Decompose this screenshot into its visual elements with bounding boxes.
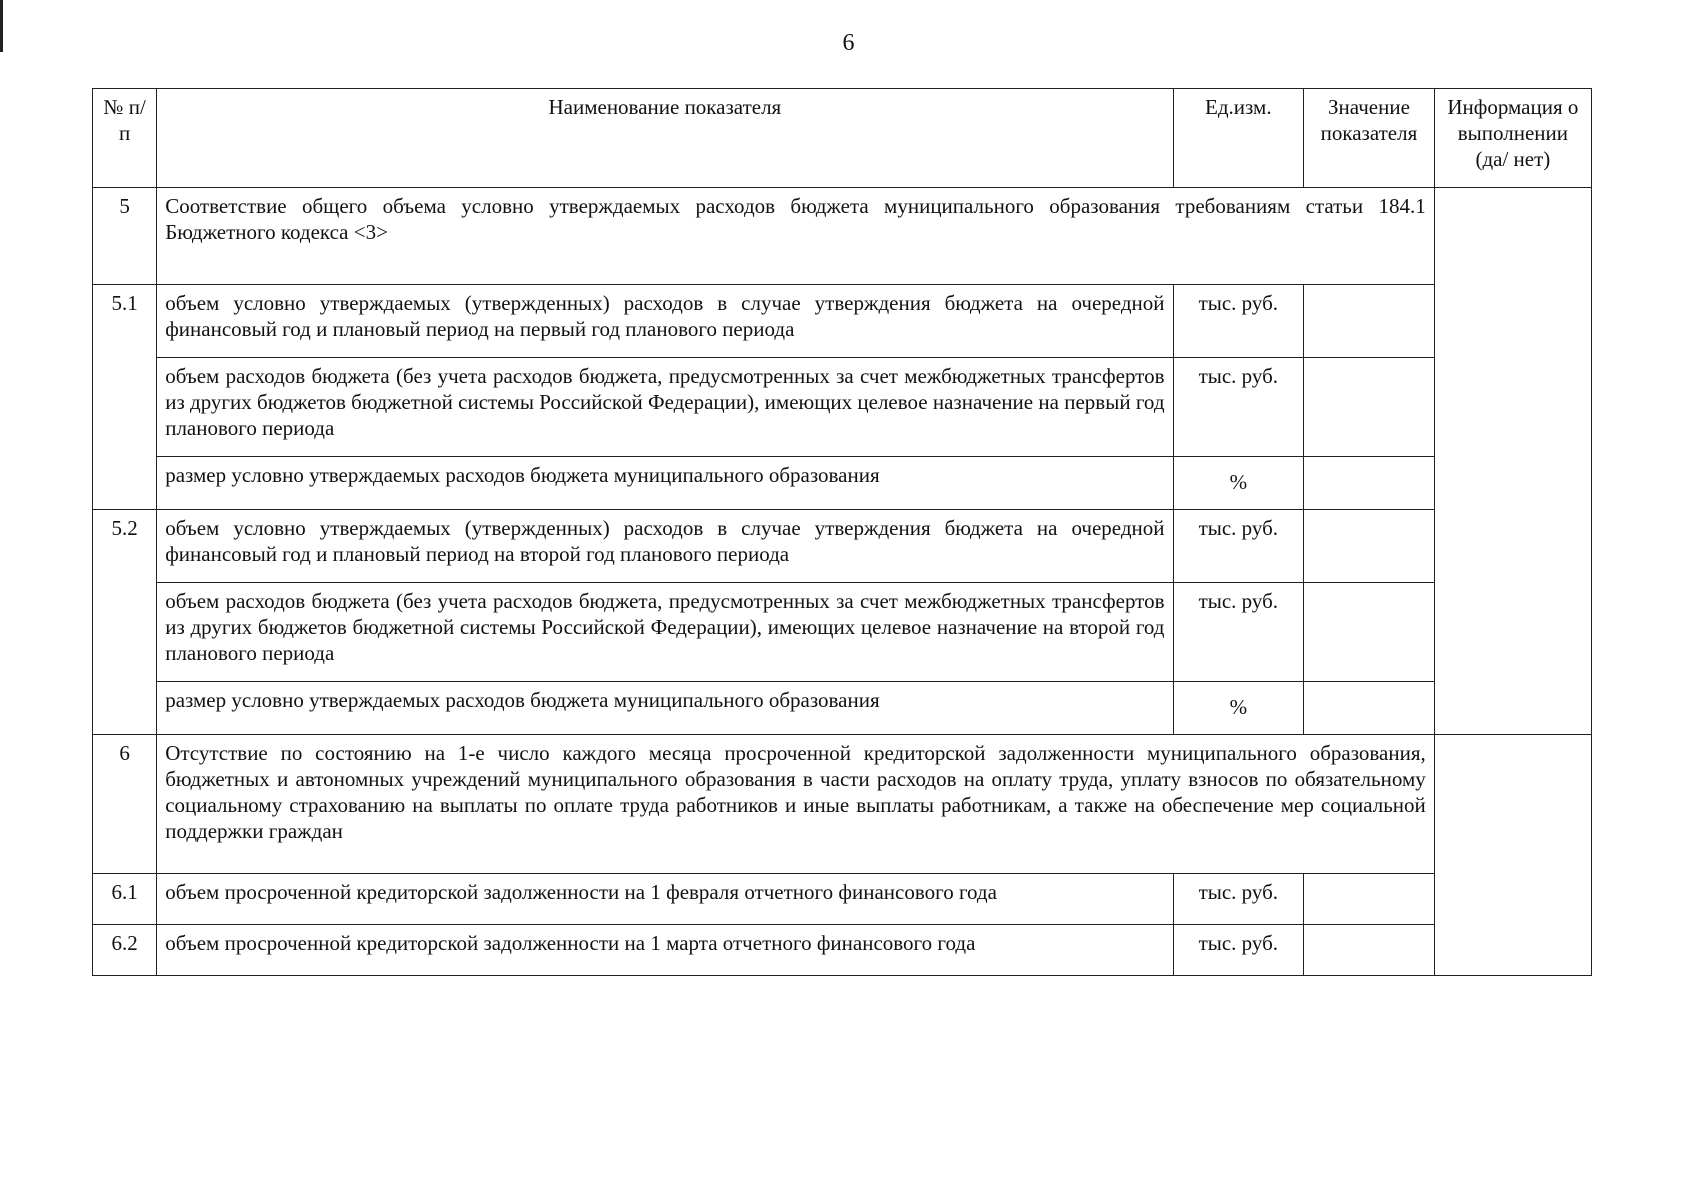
row-5-1-b-value xyxy=(1304,358,1435,457)
row-6-2-num: 6.2 xyxy=(93,925,157,976)
table-row xyxy=(93,358,1592,457)
header-unit: Ед.изм. xyxy=(1173,89,1304,188)
row-5-2-c-value xyxy=(1304,682,1435,735)
table-row xyxy=(93,874,1592,925)
section-5-num: 5 xyxy=(93,188,157,285)
row-5-2-c-unit: % xyxy=(1173,682,1304,735)
row-6-1-num: 6.1 xyxy=(93,874,157,925)
row-6-2-name: объем просроченной кредиторской задолженности на 1 марта отчетного финансового года xyxy=(157,925,1173,976)
section-5-title: Соответствие общего объема условно утверждаемых расходов бюджета муниципального образования требованиям статьи 184.1 Бюджетного кодекса <3> xyxy=(157,188,1435,285)
table-row xyxy=(93,510,1592,583)
row-5-2-c-name: размер условно утверждаемых расходов бюджета муниципального образования xyxy=(157,682,1173,735)
row-5-1-a-value xyxy=(1304,285,1435,358)
section-6-num: 6 xyxy=(93,735,157,874)
header-name: Наименование показателя xyxy=(157,89,1173,188)
row-5-1-b-name: объем расходов бюджета (без учета расходов бюджета, предусмотренных за счет межбюджетных трансфертов из других бюджетов бюджетной системы Российской Федерации), имеющих целевое назначение на первый год планового периода xyxy=(157,358,1173,457)
section-6-info-cell xyxy=(1434,735,1591,976)
row-5-2-b-value xyxy=(1304,583,1435,682)
row-5-1-a-name: объем условно утверждаемых (утвержденных) расходов в случае утверждения бюджета на очередной финансовый год и плановый период на первый год планового периода xyxy=(157,285,1173,358)
row-6-2-unit: тыс. руб. xyxy=(1173,925,1304,976)
row-5-2-a-unit: тыс. руб. xyxy=(1173,510,1304,583)
row-5-2-num: 5.2 xyxy=(93,510,157,735)
row-5-1-b-unit: тыс. руб. xyxy=(1173,358,1304,457)
section-5-row xyxy=(93,188,1592,285)
row-6-2-value xyxy=(1304,925,1435,976)
row-5-2-a-value xyxy=(1304,510,1435,583)
row-5-2-b-name: объем расходов бюджета (без учета расходов бюджета, предусмотренных за счет межбюджетных трансфертов из других бюджетов бюджетной системы Российской Федерации), имеющих целевое назначение на второй год планового периода xyxy=(157,583,1173,682)
row-5-1-num: 5.1 xyxy=(93,285,157,510)
row-5-1-c-name: размер условно утверждаемых расходов бюджета муниципального образования xyxy=(157,457,1173,510)
header-num: № п/п xyxy=(93,89,157,188)
table-row xyxy=(93,682,1592,735)
table-header-row xyxy=(93,89,1592,188)
header-info: Информация о выполнении (да/ нет) xyxy=(1434,89,1591,188)
table-row xyxy=(93,285,1592,358)
row-5-1-a-unit: тыс. руб. xyxy=(1173,285,1304,358)
section-6-title: Отсутствие по состоянию на 1-е число каждого месяца просроченной кредиторской задолженности муниципального образования, бюджетных и автономных учреждений муниципального образования в части расходов на оплату труда, уплату взносов по обязательному социальному страхованию на выплаты по оплате труда работников и иные выплаты работникам, а также на обеспечение мер социальной поддержки граждан xyxy=(157,735,1435,874)
table-row xyxy=(93,925,1592,976)
header-value: Значение показателя xyxy=(1304,89,1435,188)
table-row xyxy=(93,457,1592,510)
row-5-2-a-name: объем условно утверждаемых (утвержденных) расходов в случае утверждения бюджета на очередной финансовый год и плановый период на второй год планового периода xyxy=(157,510,1173,583)
section-5-info-cell xyxy=(1434,188,1591,735)
table-row xyxy=(93,583,1592,682)
page-number: 6 xyxy=(842,30,855,56)
row-6-1-value xyxy=(1304,874,1435,925)
row-6-1-unit: тыс. руб. xyxy=(1173,874,1304,925)
row-5-1-c-value xyxy=(1304,457,1435,510)
row-6-1-name: объем просроченной кредиторской задолженности на 1 февраля отчетного финансового года xyxy=(157,874,1173,925)
row-5-1-c-unit: % xyxy=(1173,457,1304,510)
row-5-2-b-unit: тыс. руб. xyxy=(1173,583,1304,682)
section-6-row xyxy=(93,735,1592,874)
indicators-table xyxy=(92,88,1592,976)
